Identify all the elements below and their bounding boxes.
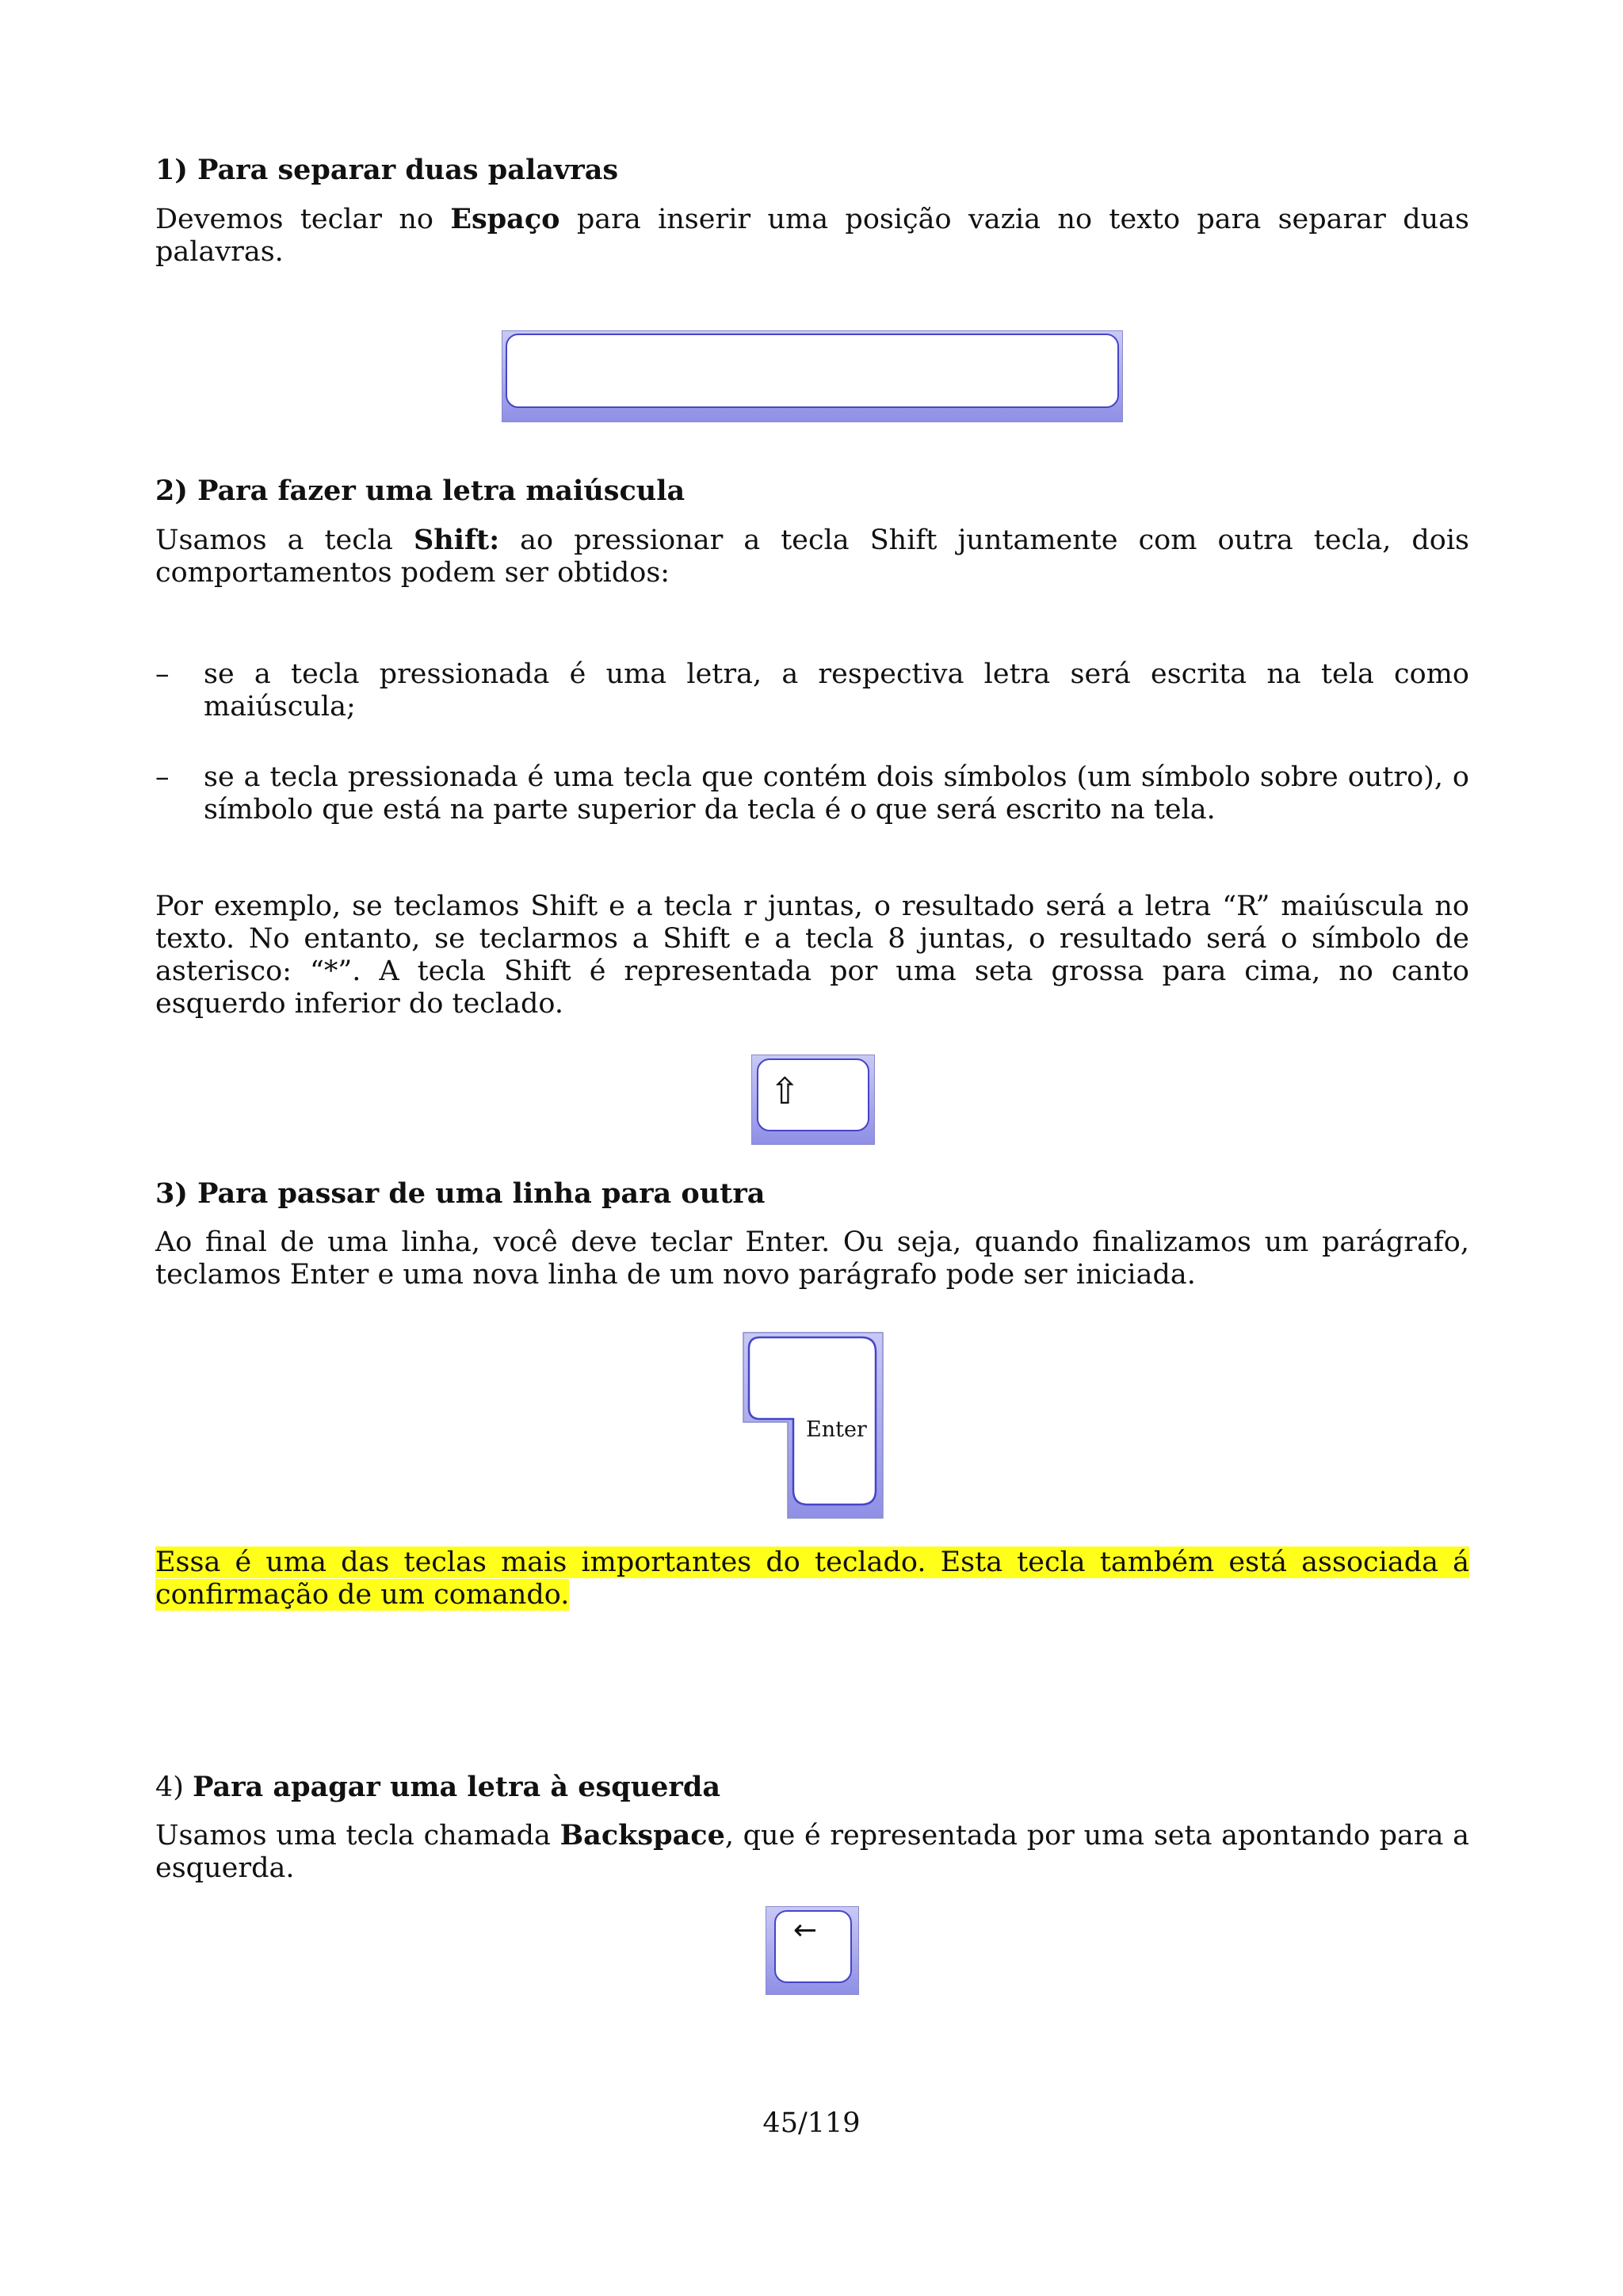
space-key <box>502 330 1123 422</box>
page-number: 45/119 <box>762 2107 861 2139</box>
section2-heading: 2) Para fazer uma letra maiúscula <box>155 475 685 507</box>
section1-heading: 1) Para separar duas palavras <box>155 154 619 186</box>
section1-paragraph: Devemos teclar no Espaço para inserir uma posição vazia no texto para separar duas palavras. <box>155 203 1469 268</box>
section4-heading: 4) Para apagar uma letra à esquerda <box>155 1771 721 1803</box>
shift-key <box>751 1055 875 1145</box>
section3-heading: 3) Para passar de uma linha para outra <box>155 1177 766 1210</box>
backspace-key <box>766 1906 859 1995</box>
section2-paragraph: Usamos a tecla Shift: ao pressionar a tecla Shift juntamente com outra tecla, dois comportamentos podem ser obtidos: <box>155 524 1469 589</box>
section2-example: Por exemplo, se teclamos Shift e a tecla r juntas, o resultado será a letra “R” maiúscula no texto. No entanto, se teclarmos a Shift e a tecla 8 juntas, o resultado será o símbolo de asterisco: “*”. A tecla Shift é representada por uma seta grossa para cima, no canto esquerdo inferior do teclado. <box>155 891 1469 1020</box>
section3-paragraph: Ao final de uma linha, você deve teclar Enter. Ou seja, quando finalizamos um parágrafo, teclamos Enter e uma nova linha de um novo parágrafo pode ser iniciada. <box>155 1226 1469 1291</box>
bullet-item: se a tecla pressionada é uma letra, a respectiva letra será escrita na tela como maiúscula; <box>204 658 1469 723</box>
bullet-item: se a tecla pressionada é uma tecla que contém dois símbolos (um símbolo sobre outro), o símbolo que está na parte superior da tecla é o que será escrito na tela. <box>204 761 1469 826</box>
backspace-key-face <box>774 1910 852 1983</box>
enter-key <box>743 1332 884 1519</box>
bullet-marker: – <box>155 658 170 690</box>
space-key-face <box>506 334 1119 408</box>
backspace-arrow-icon: ← <box>793 1914 818 1947</box>
bullet-marker: – <box>155 761 170 793</box>
shift-arrow-icon: ⇧ <box>769 1070 800 1112</box>
shift-key-face <box>757 1058 869 1131</box>
enter-key-label: Enter <box>806 1417 867 1442</box>
highlighted-note: Essa é uma das teclas mais importantes do teclado. Esta tecla também está associada á confirmação de um comando. <box>155 1547 1469 1611</box>
section4-paragraph: Usamos uma tecla chamada Backspace, que é representada por uma seta apontando para a esquerda. <box>155 1819 1469 1884</box>
